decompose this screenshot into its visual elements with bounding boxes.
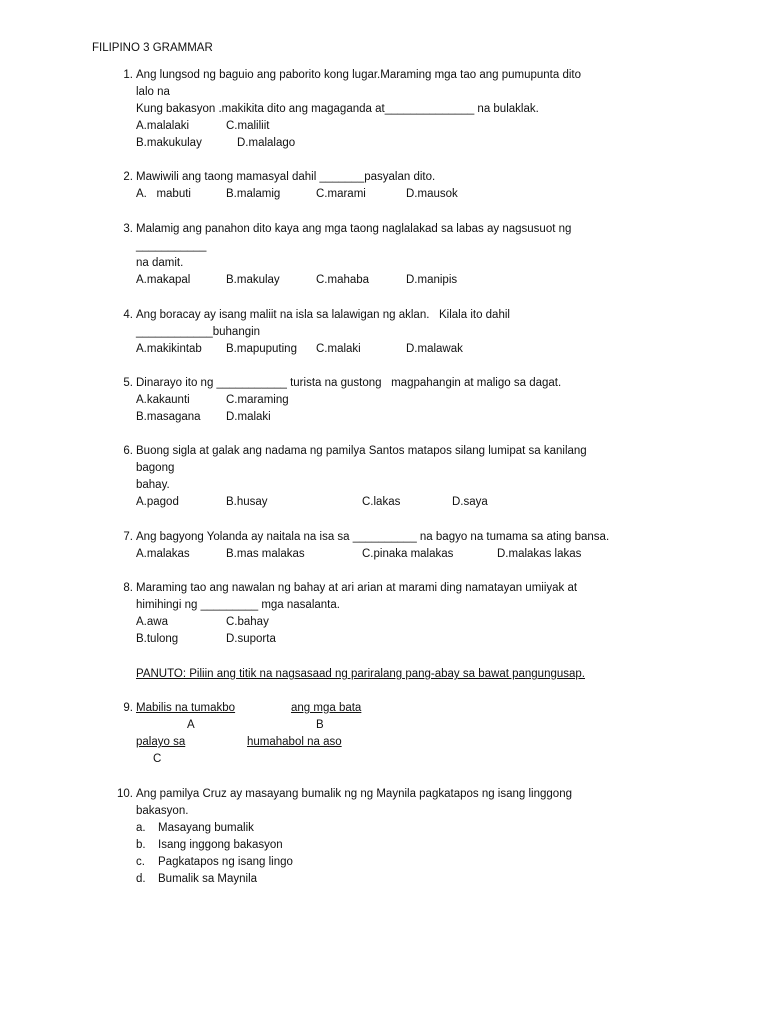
question-6 (113, 443, 693, 511)
option-d: D.malakas lakas (497, 548, 582, 560)
question-number: 10. (117, 788, 133, 800)
question-text: bahay. (136, 479, 170, 491)
question-text: bagong (136, 462, 175, 474)
question-4 (113, 307, 693, 358)
choice-letter: d. (136, 873, 146, 885)
question-number: 1. (123, 69, 133, 81)
question-text: lalo na (136, 86, 170, 98)
phrase-b: ang mga bata (291, 702, 362, 714)
question-text: Ang bagyong Yolanda ay naitala na isa sa __________ na bagyo na tumama sa ating bansa. (136, 531, 610, 543)
option-b: B.masagana (136, 411, 201, 423)
question-text: ___________ (136, 240, 207, 252)
option-b: B.mas malakas (226, 548, 305, 560)
option-b: B.mapuputing (226, 343, 297, 355)
option-a: A.pagod (136, 496, 179, 508)
question-5 (113, 375, 693, 426)
question-text: Ang lungsod ng baguio ang paborito kong lugar.Maraming mga tao ang pumupunta dito (136, 69, 581, 81)
option-a: A.awa (136, 616, 168, 628)
option-d: D.suporta (226, 633, 276, 645)
question-8 (113, 580, 693, 648)
question-text: himihingi ng _________ mga nasalanta. (136, 599, 340, 611)
question-text: ____________buhangin (136, 326, 261, 338)
question-number: 7. (123, 531, 133, 543)
option-d: D.saya (452, 496, 488, 508)
choice-c (136, 854, 693, 871)
phrase-c: palayo sa (136, 736, 186, 748)
choice-text: Isang inggong bakasyon (158, 839, 283, 851)
choice-b (136, 837, 693, 854)
question-number: 4. (123, 309, 133, 321)
question-number: 9. (123, 702, 133, 714)
question-number: 2. (123, 171, 133, 183)
choice-letter: a. (136, 822, 146, 834)
choice-a (136, 820, 693, 837)
option-d: D.mausok (406, 188, 458, 200)
option-c: C.maraming (226, 394, 289, 406)
option-b: B.makukulay (136, 137, 202, 149)
choice-text: Bumalik sa Maynila (158, 873, 258, 885)
question-2 (113, 169, 693, 203)
question-text: Buong sigla at galak ang nadama ng pamilya Santos matapos silang lumipat sa kanilang (136, 445, 587, 457)
label-b: B (316, 719, 324, 731)
option-a: A.kakaunti (136, 394, 190, 406)
question-text: Kung bakasyon .makikita dito ang magaganda at______________ na bulaklak. (136, 103, 539, 115)
question-number: 3. (123, 223, 133, 235)
question-number: 8. (123, 582, 133, 594)
option-a: A. mabuti (136, 188, 191, 200)
option-b: B.husay (226, 496, 268, 508)
option-c: C.marami (316, 188, 366, 200)
question-number: 5. (123, 377, 133, 389)
option-c: C.lakas (362, 496, 401, 508)
choice-text: Masayang bumalik (158, 822, 254, 834)
question-text: na damit. (136, 257, 184, 269)
choice-d (136, 871, 693, 888)
question-text: Ang pamilya Cruz ay masayang bumalik ng ng Maynila pagkatapos ng isang linggong (136, 788, 572, 800)
question-text: Dinarayo ito ng ___________ turista na gustong magpahangin at maligo sa dagat. (136, 377, 562, 389)
phrase-a: Mabilis na tumakbo (136, 702, 236, 714)
document-title: FILIPINO 3 GRAMMAR (92, 42, 213, 54)
option-d: D.malawak (406, 343, 463, 355)
question-text: Malamig ang panahon dito kaya ang mga taong naglalakad sa labas ay nagsusuot ng (136, 223, 572, 235)
choice-letter: c. (136, 856, 145, 868)
option-c: C.bahay (226, 616, 269, 628)
question-number: 6. (123, 445, 133, 457)
question-text: Ang boracay ay isang maliit na isla sa lalawigan ng aklan. Kilala ito dahil (136, 309, 510, 321)
option-b: B.malamig (226, 188, 281, 200)
option-d: D.malalago (237, 137, 296, 149)
option-c: C.mahaba (316, 274, 370, 286)
question-text: bakasyon. (136, 805, 189, 817)
question-text: Maraming tao ang nawalan ng bahay at ari arian at marami ding namatayan umiiyak at (136, 582, 578, 594)
label-a: A (187, 719, 195, 731)
option-a: A.makikintab (136, 343, 202, 355)
question-text: Mawiwili ang taong mamasyal dahil _______pasyalan dito. (136, 171, 436, 183)
option-d: D.manipis (406, 274, 458, 286)
question-10 (113, 786, 693, 888)
question-1 (113, 67, 693, 152)
option-b: B.tulong (136, 633, 179, 645)
option-c: C.maliliit (226, 120, 270, 132)
option-a: A.makapal (136, 274, 191, 286)
option-c: C.pinaka malakas (362, 548, 454, 560)
option-c: C.malaki (316, 343, 361, 355)
label-c: C (153, 753, 162, 765)
option-b: B.makulay (226, 274, 280, 286)
instructions: PANUTO: Piliin ang titik na nagsasaad ng pariralang pang-abay sa bawat pangungusap. (136, 668, 586, 680)
option-d: D.malaki (226, 411, 271, 423)
phrase-d: humahabol na aso (247, 736, 342, 748)
question-7 (113, 529, 693, 563)
option-a: A.malakas (136, 548, 190, 560)
question-3 (113, 221, 693, 289)
option-a: A.malalaki (136, 120, 190, 132)
choice-letter: b. (136, 839, 146, 851)
choice-text: Pagkatapos ng isang lingo (158, 856, 293, 868)
